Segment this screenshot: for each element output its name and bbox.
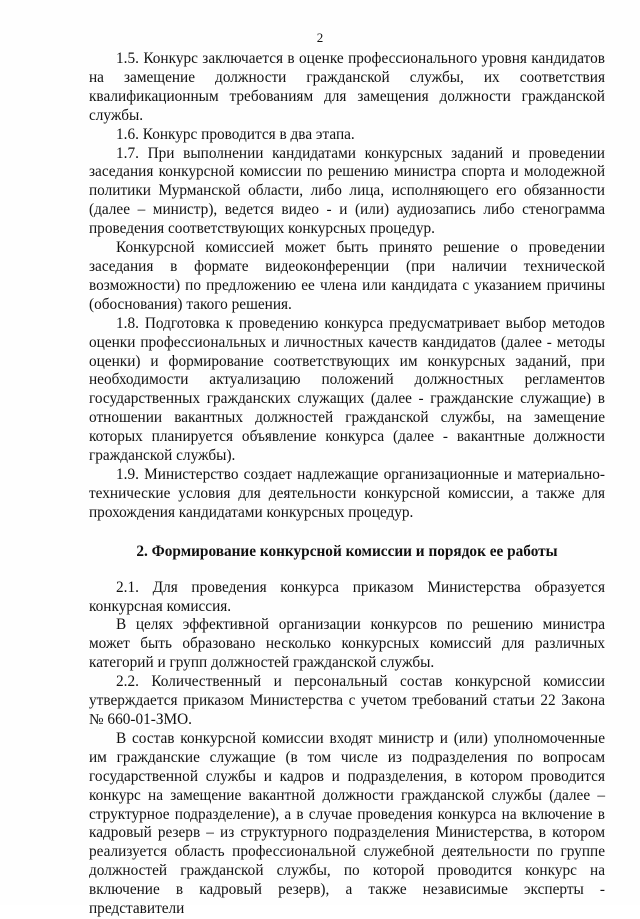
paragraph-1-7: 1.7. При выполнении кандидатами конкурсных заданий и проведении заседания конкурсной комиссии по решению министра спорта и молодежной политики Мурманской области, либо лица, исполняющего его обязанности (далее – министр), ведется видео - и (или) аудиозапись либо стенограмма проведения соответствующих конкурсных процедур. [89,144,605,238]
paragraph-2-1-multiple-commissions: В целях эффективной организации конкурсов по решению министра может быть образовано несколько конкурсных комиссий для различных категорий и групп должностей гражданской службы. [89,616,605,672]
section-heading: 2. Формирование конкурсной комиссии и порядок ее работы [136,542,558,560]
paragraph-1-5: 1.5. Конкурс заключается в оценке профессионального уровня кандидатов на замещение должности гражданской службы, их соответствия квалификационным требованиям для замещения должности гражданской службы. [89,50,605,124]
paragraph-2-1: 2.1. Для проведения конкурса приказом Министерства образуется конкурсная комиссия. [89,578,605,615]
paragraph-2-2-composition: В состав конкурсной комиссии входят министр и (или) уполномоченные им гражданские служащие (в том числе из подразделения по вопросам государственной службы и кадров и подразделения, в котором проводится конкурс на замещение вакантной должности гражданской службы (далее – структурное подразделение), а в случае проведения конкурса на включение в кадровый резерв – из структурного подразделения Министерства, в котором реализуется область профессиональной служебной деятельности по группе должностей гражданской службы, по которой проводится конкурс на включение в кадровый резерв), а также независимые эксперты - представители [89,729,605,918]
page-number: 2 [316,30,324,45]
paragraph-1-6: 1.6. Конкурс проводится в два этапа. [116,125,355,143]
paragraph-1-7-videoconference: Конкурсной комиссией может быть принято решение о проведении заседания в формате видеоконференции (при наличии технической возможности) по предложению ее члена или кандидата с указанием причины (обоснования) такого решения. [89,239,605,313]
paragraph-1-9: 1.9. Министерство создает надлежащие организационные и материально-технические условия для деятельности конкурсной комиссии, а также для прохождения кандидатами конкурсных процедур. [89,465,605,521]
paragraph-2-2: 2.2. Количественный и персональный состав конкурсной комиссии утверждается приказом Министерства с учетом требований статьи 22 Закона № 660-01-ЗМО. [89,673,605,728]
document-body [89,50,605,919]
paragraph-1-8: 1.8. Подготовка к проведению конкурса предусматривает выбор методов оценки профессиональных и личностных качеств кандидатов (далее - методы оценки) и формирование соответствующих им конкурсных заданий, при необходимости актуализацию положений должностных регламентов государственных гражданских служащих (далее - гражданские служащие) в отношении вакантных должностей гражданской службы, на замещение которых планируется объявление конкурса (далее - вакантные должности гражданской службы). [89,314,605,465]
